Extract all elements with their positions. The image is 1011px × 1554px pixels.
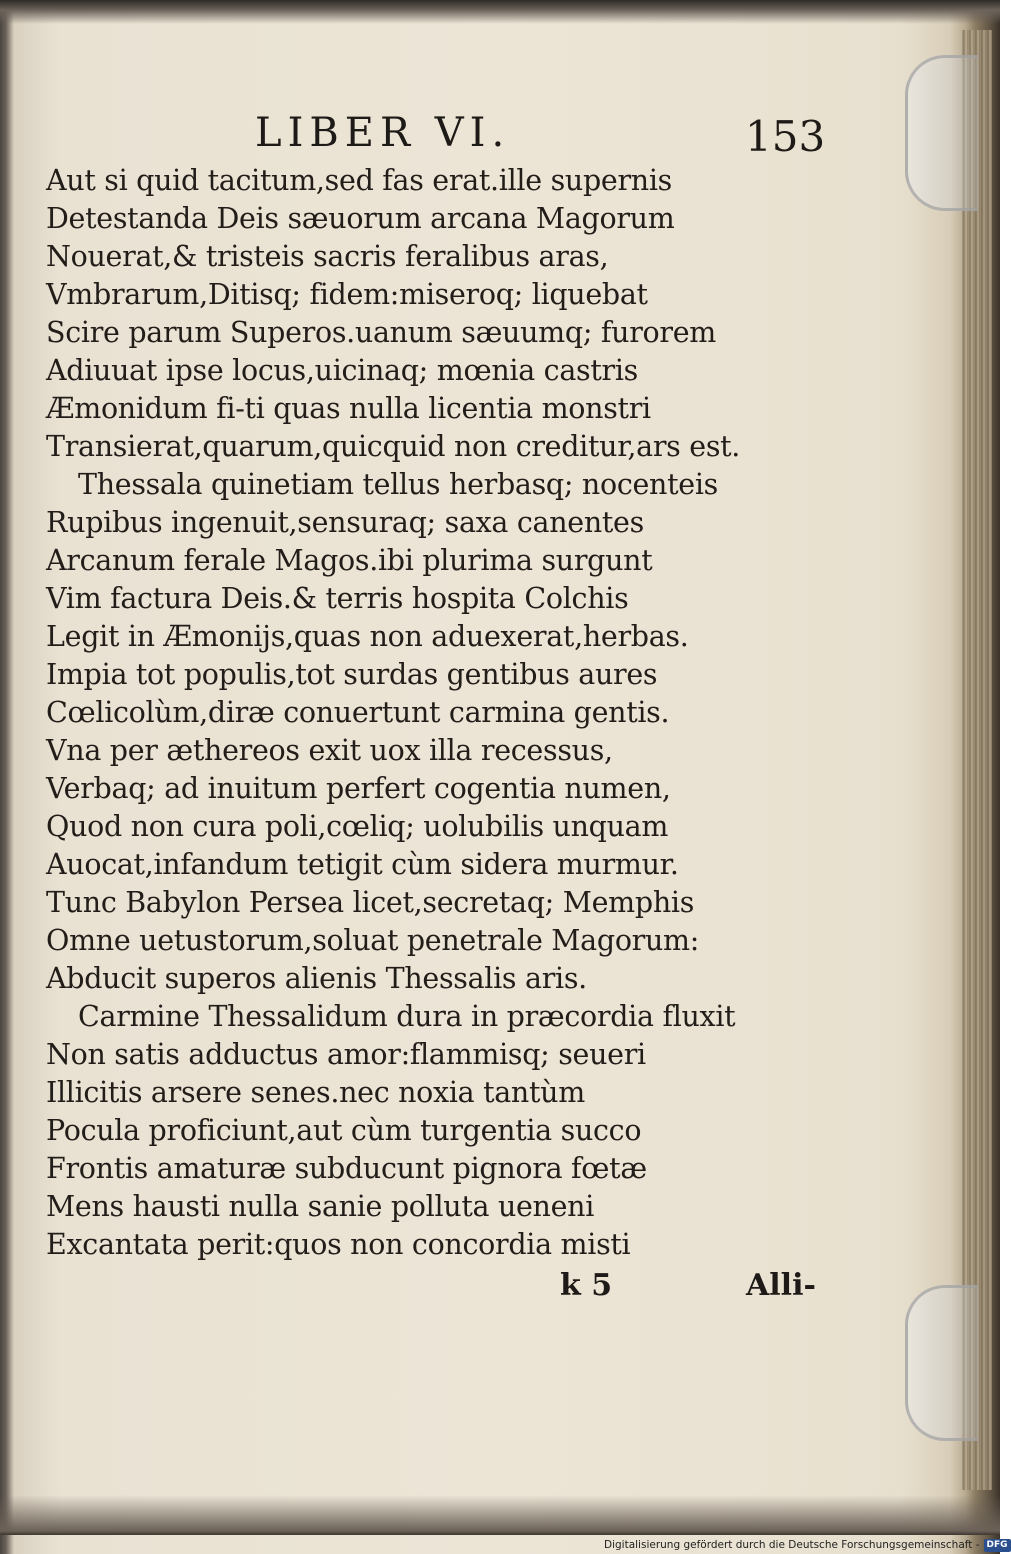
verse-line: Mens hausti nulla sanie polluta ueneni <box>46 1190 595 1223</box>
verse-line: Vna per æthereos exit uox illa recessus, <box>46 734 613 767</box>
catchword: Alli- <box>746 1268 816 1303</box>
digitization-credit <box>604 1536 1011 1554</box>
verse-line: Detestanda Deis sæuorum arcana Magorum <box>46 202 675 235</box>
verse-line: Quod non cura poli,cœliq; uolubilis unquam <box>46 810 669 843</box>
verse-line: Transierat,quarum,quicquid non creditur,ars est. <box>46 430 741 463</box>
page-clip-top <box>905 55 978 211</box>
credit-text: Digitalisierung gefördert durch die Deutsche Forschungsgemeinschaft - <box>604 1539 980 1551</box>
verse-line: Nouerat,& tristeis sacris feralibus aras, <box>46 240 609 273</box>
verse-line: Legit in Æmonijs,quas non aduexerat,herbas. <box>46 620 689 653</box>
signature-mark: k 5 <box>560 1268 613 1303</box>
verse-text-block <box>46 162 826 1264</box>
book-page-edges <box>962 30 992 1490</box>
verse-line: Auocat,infandum tetigit cùm sidera murmur. <box>46 848 679 881</box>
verse-line: Frontis amaturæ subducunt pignora fœtæ <box>46 1152 647 1185</box>
dfg-logo-icon: DFG <box>984 1539 1011 1552</box>
verse-line: Aut si quid tacitum,sed fas erat.ille supernis <box>46 164 672 197</box>
verse-line: Excantata perit:quos non concordia misti <box>46 1228 631 1261</box>
verse-line: Non satis adductus amor:flammisq; seueri <box>46 1038 646 1071</box>
verse-line: Arcanum ferale Magos.ibi plurima surgunt <box>46 544 653 577</box>
verse-line: Adiuuat ipse locus,uicinaq; mœnia castris <box>46 354 638 387</box>
running-head: LIBER VI. <box>255 110 511 156</box>
verse-line: Thessala quinetiam tellus herbasq; nocenteis <box>78 468 718 501</box>
verse-line: Tunc Babylon Persea licet,secretaq; Memphis <box>46 886 695 919</box>
scan-bottom-edge <box>0 1495 1000 1535</box>
verse-line: Omne uetustorum,soluat penetrale Magorum: <box>46 924 700 957</box>
verse-line: Illicitis arsere senes.nec noxia tantùm <box>46 1076 585 1109</box>
page-number: 153 <box>745 112 826 161</box>
page-clip-bottom <box>905 1285 978 1441</box>
verse-line: Verbaq; ad inuitum perfert cogentia numen, <box>46 772 671 805</box>
verse-line: Carmine Thessalidum dura in præcordia fluxit <box>78 1000 736 1033</box>
verse-line: Rupibus ingenuit,sensuraq; saxa canentes <box>46 506 644 539</box>
verse-line: Scire parum Superos.uanum sæuumq; furorem <box>46 316 717 349</box>
verse-line: Impia tot populis,tot surdas gentibus aures <box>46 658 658 691</box>
scan-top-edge <box>0 0 1000 24</box>
verse-line: Pocula proficiunt,aut cùm turgentia succo <box>46 1114 642 1147</box>
verse-line: Abducit superos alienis Thessalis aris. <box>46 962 587 995</box>
verse-line: Æmonidum fi-ti quas nulla licentia monstri <box>46 392 651 425</box>
verse-line: Vim factura Deis.& terris hospita Colchis <box>46 582 629 615</box>
verse-line: Vmbrarum,Ditisq; fidem:miseroq; liquebat <box>46 278 648 311</box>
verse-line: Cœlicolùm,diræ conuertunt carmina gentis. <box>46 696 670 729</box>
